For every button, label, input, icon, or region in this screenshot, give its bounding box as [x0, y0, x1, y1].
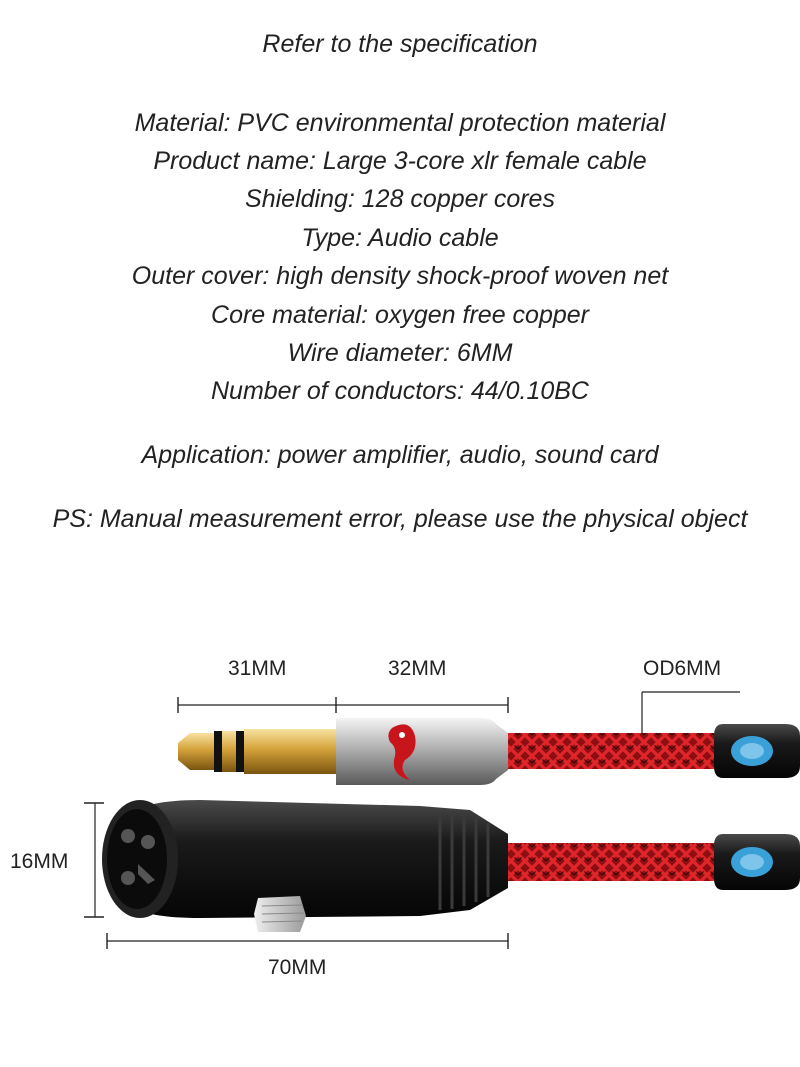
spec-wire-diameter: Wire diameter: 6MM — [287, 339, 513, 367]
spec-heading: Refer to the specification — [262, 30, 538, 58]
jack-tip — [178, 733, 200, 770]
spec-note: PS: Manual measurement error, please use the physical object — [52, 505, 748, 533]
xlr-connector — [102, 800, 800, 932]
xlr-pin-hole — [121, 829, 135, 843]
spec-product-name: Product name: Large 3-core xlr female cable — [153, 147, 647, 175]
xlr-length-label: 70MM — [268, 956, 327, 979]
spec-conductors: Number of conductors: 44/0.10BC — [211, 377, 589, 405]
plug-tip-length-label: 31MM — [228, 657, 287, 680]
spec-shielding: Shielding: 128 copper cores — [245, 185, 555, 213]
plug-dimension-line — [178, 697, 508, 713]
jack-body — [336, 718, 508, 785]
jack-sleeve — [244, 729, 336, 774]
lower-cable — [508, 843, 723, 881]
spec-type: Type: Audio cable — [301, 224, 499, 252]
xlr-pin-hole — [141, 835, 155, 849]
plug-body-length-label: 32MM — [388, 657, 447, 680]
spec-outer-cover: Outer cover: high density shock-proof woven net — [131, 262, 669, 290]
cable-diagram — [0, 620, 800, 1067]
xlr-pin-hole — [121, 871, 135, 885]
spec-core-material: Core material: oxygen free copper — [211, 301, 589, 329]
outer-diameter-label: OD6MM — [643, 657, 722, 680]
spec-material: Material: PVC environmental protection material — [134, 109, 666, 137]
jack-plug — [178, 718, 800, 785]
xlr-diameter-line — [84, 803, 104, 917]
xlr-length-line — [107, 933, 508, 949]
xlr-diameter-label: 16MM — [10, 850, 69, 873]
spec-application: Application: power amplifier, audio, sound card — [141, 441, 659, 469]
upper-cable — [508, 733, 723, 769]
